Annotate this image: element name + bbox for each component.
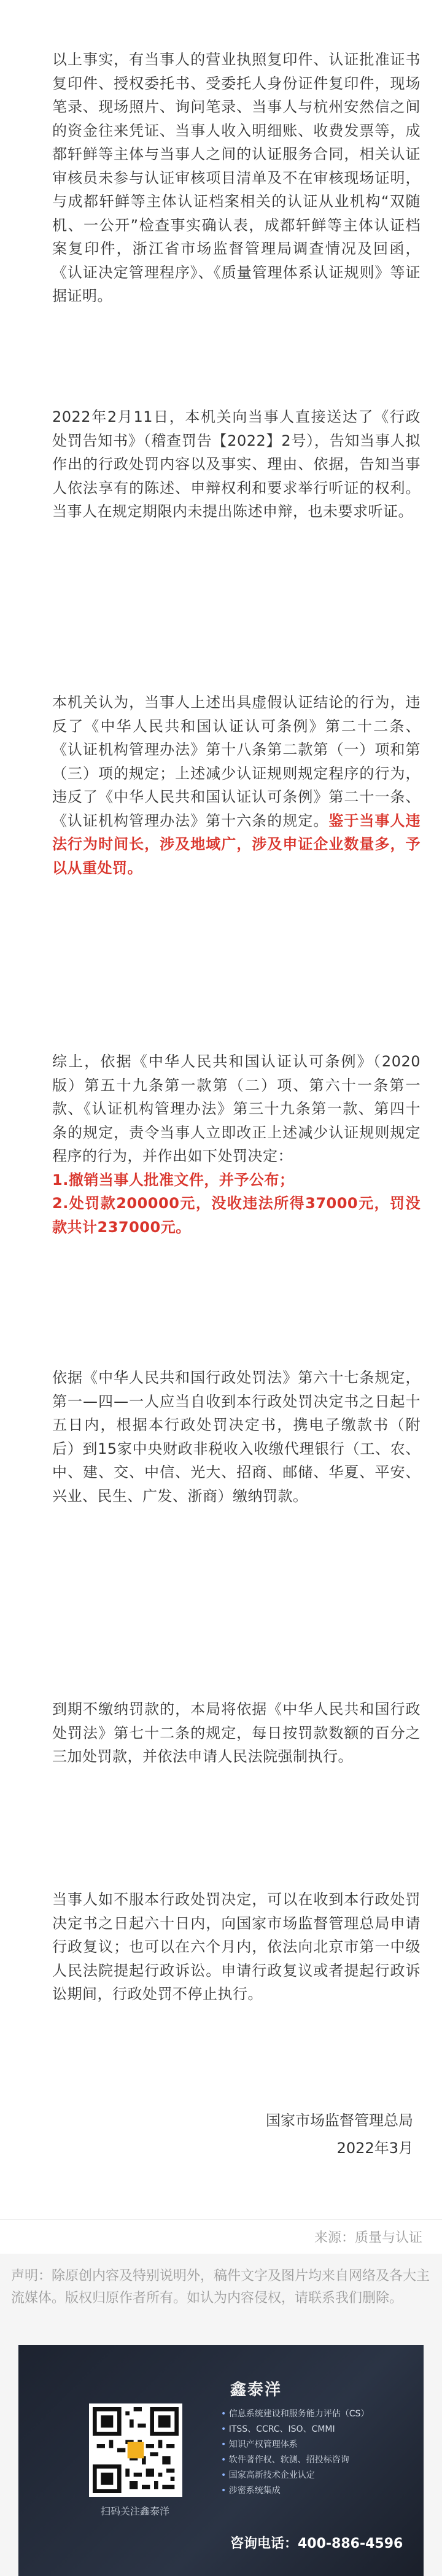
paragraph-appeal: 当事人如不服本行政处罚决定，可以在收到本行政处罚决定书之日起六十日内，向国家市场监督管理总局申请行政复议；也可以在六个月内，依法向北京市第一中级人民法院提起行政诉讼。申请行政复议或者提起行政诉讼期间，行政处罚不停止执行。 <box>52 1891 421 2003</box>
decision-text: 综上，依据《中华人民共和国认证认可条例》（2020版）第五十九条第一款第（二）项、第六十一条第一款、《认证机构管理办法》第三十九条第一款、第四十条的规定，责令当事人立即改正上述减少认证规则规定程序的行为，并作出如下处罚决定： <box>52 1053 421 1165</box>
aggravated-penalty-text: 鉴于当事人违法行为时间长，涉及地域广，涉及申证企业数量多，予以从重处罚。 <box>52 812 421 877</box>
source-strip <box>0 2219 442 2254</box>
hotline-number[interactable]: 咨询电话：400-886-4596 <box>230 2536 403 2551</box>
service-item: • 信息系统建设和服务能力评估（CS） <box>221 2407 369 2422</box>
paragraph-violation-finding <box>52 691 421 880</box>
penalty-item-1: 1.撤销当事人批准文件，并予公布； <box>52 1171 295 1189</box>
signature-authority: 国家市场监督管理总局 <box>266 2112 413 2129</box>
qr-code <box>89 2403 182 2497</box>
penalty-item-2: 2.处罚款200000元，没收违法所得37000元，罚没款共计237000元。 <box>52 1195 421 1236</box>
paragraph-notice-served: 2022年2月11日，本机关向当事人直接送达了《行政处罚告知书》（稽查罚告【2022】2号），告知当事人拟作出的行政处罚内容以及事实、理由、依据，告知当事人依法享有的陈述、申辩权利和要求举行听证的权利。当事人在规定期限内未提出陈述申辩，也未要求听证。 <box>52 408 421 520</box>
paragraph-late-penalty: 到期不缴纳罚款的，本局将依据《中华人民共和国行政处罚法》第七十二条的规定，每日按罚款数额的百分之三加处罚款，并依法申请人民法院强制执行。 <box>52 1701 421 1765</box>
service-item: • 软件著作权、软测、招投标咨询 <box>221 2453 369 2468</box>
promo-banner[interactable] <box>18 2345 424 2576</box>
brand-name: 鑫泰洋 <box>230 2381 282 2399</box>
service-list <box>221 2407 369 2499</box>
source-label: 来源：质量与认证 <box>314 2230 422 2246</box>
qr-caption: 扫码关注鑫泰洋 <box>100 2505 169 2517</box>
service-item: • ITSS、CCRC、ISO、CMMI <box>221 2422 369 2437</box>
paragraph-decision <box>52 1050 421 1239</box>
violation-text: 本机关认为，当事人上述出具虚假认证结论的行为，违反了《中华人民共和国认证认可条例》第二十二条、《认证机构管理办法》第十八条第二款第（一）项和第（三）项的规定；上述减少认证规则规定程序的行为，违反了《中华人民共和国认证认可条例》第二十一条、《认证机构管理办法》第十六条的规定。 <box>52 694 421 829</box>
copyright-notice: 声明：除原创内容及特别说明外，稿件文字及图片均来自网络及各大主流媒体。版权归原作者所有。如认为内容侵权，请联系我们删除。 <box>11 2268 430 2306</box>
signature-date: 2022年3月 <box>336 2140 413 2157</box>
service-item: • 涉密系统集成 <box>221 2483 369 2499</box>
qr-code-icon <box>93 2407 179 2493</box>
paragraph-payment: 依据《中华人民共和国行政处罚法》第六十七条规定，第一—四—一人应当自收到本行政处罚决定书之日起十五日内，根据本行政处罚决定书，携电子缴款书（附后）到15家中央财政非税收入收缴代理银行（工、农、中、建、交、中信、光大、招商、邮储、华夏、平安、兴业、民生、广发、浙商）缴纳罚款。 <box>52 1369 421 1505</box>
service-item: • 国家高新技术企业认定 <box>221 2468 369 2483</box>
service-item: • 知识产权管理体系 <box>221 2437 369 2453</box>
paragraph-evidence: 以上事实，有当事人的营业执照复印件、认证批准证书复印件、授权委托书、受委托人身份证件复印件，现场笔录、现场照片、询问笔录、当事人与杭州安然信之间的资金往来凭证、当事人收入明细账、收费发票等，成都轩鲜等主体与当事人之间的认证服务合同，相关认证审核员未参与认证审核项目清单及不在审核现场证明，与成都轩鲜等主体认证档案相关的认证从业机构“双随机、一公开”检查事实确认表，成都轩鲜等主体认证档案复印件，浙江省市场监督管理局调查情况及回函，《认证决定管理程序》、《质量管理体系认证规则》等证据证明。 <box>52 51 421 305</box>
